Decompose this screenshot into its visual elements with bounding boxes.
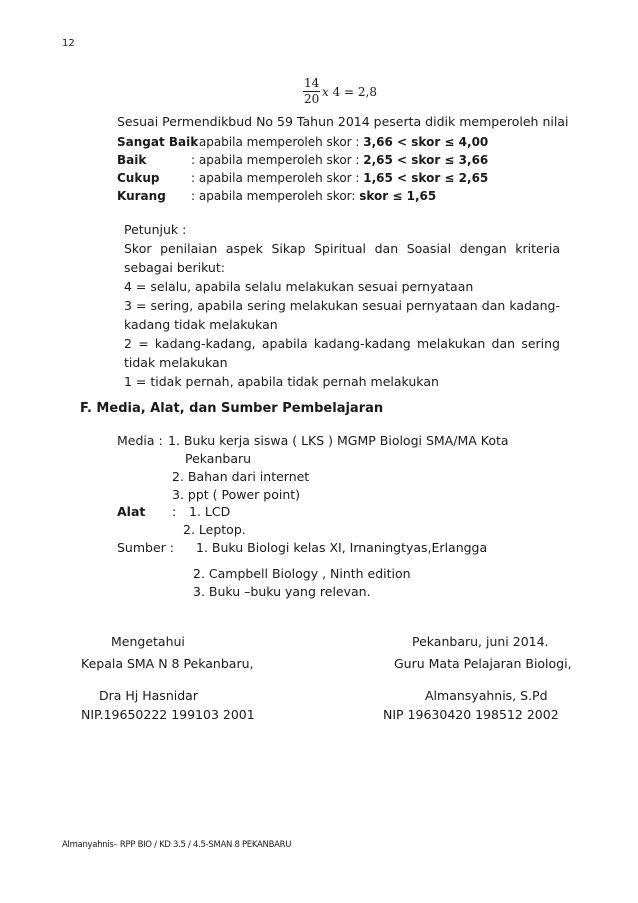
grade-range: skor ≤ 1,65 (359, 189, 437, 203)
grade-label: Kurang (117, 189, 166, 203)
petunjuk-block (124, 220, 560, 391)
grade-row (0, 153, 638, 171)
grade-row (0, 135, 638, 153)
petunjuk-item: 3 = sering, apabila sering melakukan sesuai pernyataan dan kadang-kadang tidak melakukan (124, 298, 560, 332)
grade-row (0, 189, 638, 207)
sign-left-name: Dra Hj Hasnidar (99, 688, 198, 703)
formula-fraction (303, 76, 320, 107)
grade-range: 1,65 < skor ≤ 2,65 (363, 171, 489, 185)
sumber-item: 2. Campbell Biology , Ninth edition (193, 566, 411, 581)
section-heading: F. Media, Alat, dan Sumber Pembelajaran (80, 401, 384, 416)
alat-item: 1. LCD (189, 504, 231, 519)
page-footer: Almanyahnis– RPP BIO / KD 3.5 / 4.5-SMAN 8 PEKANBARU (62, 840, 292, 850)
grade-label: Cukup (117, 171, 160, 185)
alat-label: Alat (117, 504, 146, 519)
sumber-item: 1. Buku Biologi kelas XI, Irnaningtyas,Erlangga (196, 540, 488, 555)
grade-range: 3,66 < skor ≤ 4,00 (363, 135, 489, 149)
petunjuk-line: Skor penilaian aspek Sikap Spiritual dan Soasial dengan kriteria (124, 241, 560, 256)
sign-left-line2: Kepala SMA N 8 Pekanbaru, (81, 656, 254, 671)
petunjuk-item: 4 = selalu, apabila selalu melakukan sesuai pernyataan (124, 279, 474, 294)
formula-numerator: 14 (304, 76, 320, 90)
grade-desc: : apabila memperoleh skor : 3,66 < skor ≤ 4,00 (191, 135, 489, 149)
sign-left-line1: Mengetahui (111, 634, 185, 649)
grade-label: Baik (117, 153, 147, 167)
sumber-item: 3. Buku –buku yang relevan. (193, 584, 371, 599)
grade-range: 2,65 < skor ≤ 3,66 (363, 153, 489, 167)
page-number: 12 (62, 38, 75, 49)
petunjuk-line: sebagai berikut: (124, 260, 225, 275)
grade-desc: : apabila memperoleh skor: skor ≤ 1,65 (191, 189, 437, 203)
sign-right-nip: NIP 19630420 198512 2002 (383, 707, 559, 722)
petunjuk-title: Petunjuk : (124, 222, 187, 237)
grade-desc: : apabila memperoleh skor : 1,65 < skor ≤ 2,65 (191, 171, 489, 185)
grade-desc: : apabila memperoleh skor : 2,65 < skor ≤ 3,66 (191, 153, 489, 167)
formula-denominator: 20 (304, 92, 320, 106)
sign-right-line2: Guru Mata Pelajaran Biologi, (394, 656, 572, 671)
petunjuk-item: 2 = kadang-kadang, apabila kadang-kadang melakukan dan sering tidak melakukan (124, 336, 560, 370)
media-item: 2. Bahan dari internet (172, 469, 310, 484)
sign-right-name: Almansyahnis, S.Pd (425, 688, 548, 703)
intro-text: Sesuai Permendikbud No 59 Tahun 2014 peserta didik memperoleh nilai (117, 114, 569, 129)
grade-label: Sangat Baik (117, 135, 199, 149)
petunjuk-item: 1 = tidak pernah, apabila tidak pernah melakukan (124, 374, 439, 389)
media-label: Media : (117, 433, 163, 448)
sign-right-line1: Pekanbaru, juni 2014. (412, 634, 549, 649)
media-item: Pekanbaru (185, 451, 252, 466)
alat-colon: : (172, 504, 177, 519)
sumber-label: Sumber : (117, 540, 174, 555)
media-item: 1. Buku kerja siswa ( LKS ) MGMP Biologi SMA/MA Kota (168, 433, 509, 448)
media-item: 3. ppt ( Power point) (172, 487, 301, 502)
sign-left-nip: NIP.19650222 199103 2001 (81, 707, 255, 722)
grade-row (0, 171, 638, 189)
formula-rest: 𝑥 4 = 2,8 (322, 85, 377, 99)
alat-item: 2. Leptop. (183, 522, 246, 537)
